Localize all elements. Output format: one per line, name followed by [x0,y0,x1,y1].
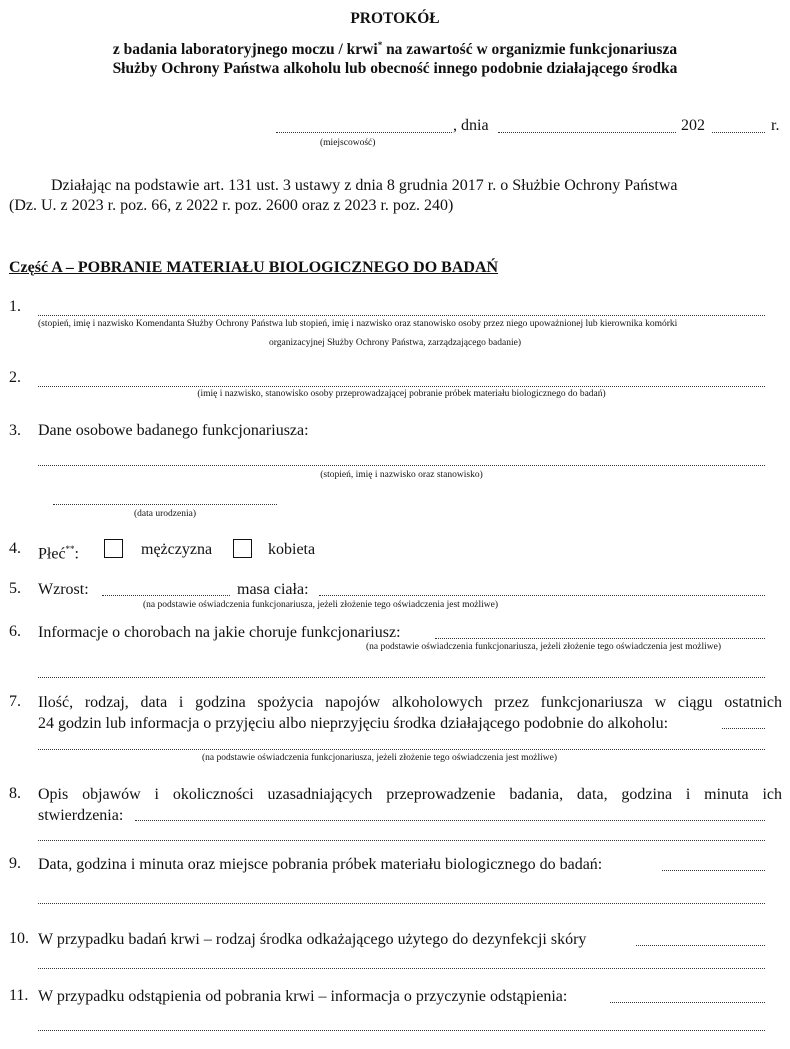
subtitle-line1-b: na zawartość w organizmie funkcjonariusza [382,41,678,59]
illnesses-field-1[interactable] [435,624,765,639]
symptoms-field-1[interactable] [135,806,765,821]
item-4-label [38,539,79,564]
item-7-line2: 24 godzin lub informacja o przyjęciu albo nieprzyjęciu środka działającego podobnie do alkoholu: [38,715,669,732]
sampling-field-2[interactable] [38,888,765,904]
item-4-number: 4. [9,540,21,557]
male-label: mężczyzna [141,541,213,558]
female-checkbox[interactable] [233,539,252,558]
subtitle-line1-a: z badania laboratoryjnego moczu / krwi [112,41,378,59]
item-3-number: 3. [9,422,21,439]
item-2-field[interactable] [38,370,765,387]
place-caption: (miejscowość) [320,138,376,148]
alcohol-field-1[interactable] [722,714,765,729]
item-1-caption-1: (stopień, imię i nazwisko Komendanta Służby Ochrony Państwa lub stopień, imię i nazwisko oraz stanowisko osoby przez niego upoważnionej lub kierownika komórki [38,319,678,329]
document-title: PROTOKÓŁ [350,10,440,27]
item-9-label: Data, godzina i minuta oraz miejsce pobrania próbek materiału biologicznego do badań: [38,856,603,873]
weight-label: masa ciała: [237,581,309,598]
male-checkbox[interactable] [104,539,123,558]
subtitle-footnote-mark: * [377,40,383,50]
sex-footnote-mark: ** [65,544,75,554]
item-5-number: 5. [9,580,21,597]
birth-date-field[interactable] [53,490,277,505]
document-subtitle-line1 [0,40,790,59]
item-11-number: 11. [9,987,29,1004]
date-label: , dnia [453,117,489,134]
item-1-caption-2: organizacyjnej Służby Ochrony Państwa, zarządzającego badanie) [269,338,521,348]
item-2-caption: (imię i nazwisko, stanowisko osoby przeprowadzającej pobranie próbek materiału biologicznego do badań) [197,389,606,399]
item-1-number: 1. [9,298,21,315]
item-8-line2: stwierdzenia: [38,807,124,824]
female-label: kobieta [268,541,316,558]
part-a-heading: Część A – POBRANIE MATERIAŁU BIOLOGICZNEGO DO BADAŃ [9,259,499,276]
intro-line1: Działając na podstawie art. 131 ust. 3 ustawy z dnia 8 grudnia 2017 r. o Służbie Ochrony Państwa [51,177,678,194]
year-prefix: 202 [681,117,705,134]
item-2-number: 2. [9,369,21,386]
item-11-label: W przypadku odstąpienia od pobrania krwi – informacja o przyczynie odstąpienia: [38,988,568,1005]
refusal-reason-field-2[interactable] [38,1015,765,1031]
item-7-caption: (na podstawie oświadczenia funkcjonariusza, jeżeli złożenie tego oświadczenia jest możliwe) [202,753,558,763]
item-3-label: Dane osobowe badanego funkcjonariusza: [38,422,309,439]
alcohol-field-2[interactable] [38,734,765,750]
sampling-field-1[interactable] [662,856,765,871]
sex-label: Płeć [38,545,66,563]
illnesses-field-2[interactable] [38,662,765,678]
item-3-caption-2: (data urodzenia) [134,509,196,519]
sex-colon: : [74,545,79,563]
item-8-line1: Opis objawów i okoliczności uzasadniających przeprowadzenie badania, data, godzina i minuta ich [38,786,782,803]
item-3-rank-name-field[interactable] [38,450,765,466]
item-8-number: 8. [9,785,21,802]
item-6-number: 6. [9,623,21,640]
item-7-number: 7. [9,693,21,710]
item-6-label: Informacje o chorobach na jakie choruje funkcjonariusz: [38,624,401,641]
item-6-caption: (na podstawie oświadczenia funkcjonariusza, jeżeli złożenie tego oświadczenia jest możliwe) [366,642,722,652]
date-field[interactable] [498,118,676,133]
intro-line2: (Dz. U. z 2023 r. poz. 66, z 2022 r. poz. 2600 oraz z 2023 r. poz. 240) [9,197,454,214]
height-label: Wzrost: [38,581,89,598]
place-field[interactable] [276,118,452,133]
item-10-label: W przypadku badań krwi – rodzaj środka odkażającego użytego do dezynfekcji skóry [38,931,587,948]
height-field[interactable] [102,581,230,596]
year-suffix: r. [771,117,780,134]
item-9-number: 9. [9,855,21,872]
refusal-reason-field-1[interactable] [610,988,765,1003]
item-1-field[interactable] [38,300,765,316]
item-10-number: 10. [9,930,29,947]
item-3-caption-1: (stopień, imię i nazwisko oraz stanowisko) [320,470,483,480]
weight-field[interactable] [319,581,765,596]
symptoms-field-2[interactable] [38,825,765,841]
disinfectant-field-2[interactable] [38,953,765,969]
document-subtitle-line2: Służby Ochrony Państwa alkoholu lub obecność innego podobnie działającego środka [112,60,678,77]
item-7-line1: Ilość, rodzaj, data i godzina spożycia napojów alkoholowych przez funkcjonariusza w ciągu ostatnich [38,694,782,711]
year-field[interactable] [712,118,765,133]
disinfectant-field-1[interactable] [636,931,765,946]
item-5-caption: (na podstawie oświadczenia funkcjonariusza, jeżeli złożenie tego oświadczenia jest możliwe) [143,600,499,610]
